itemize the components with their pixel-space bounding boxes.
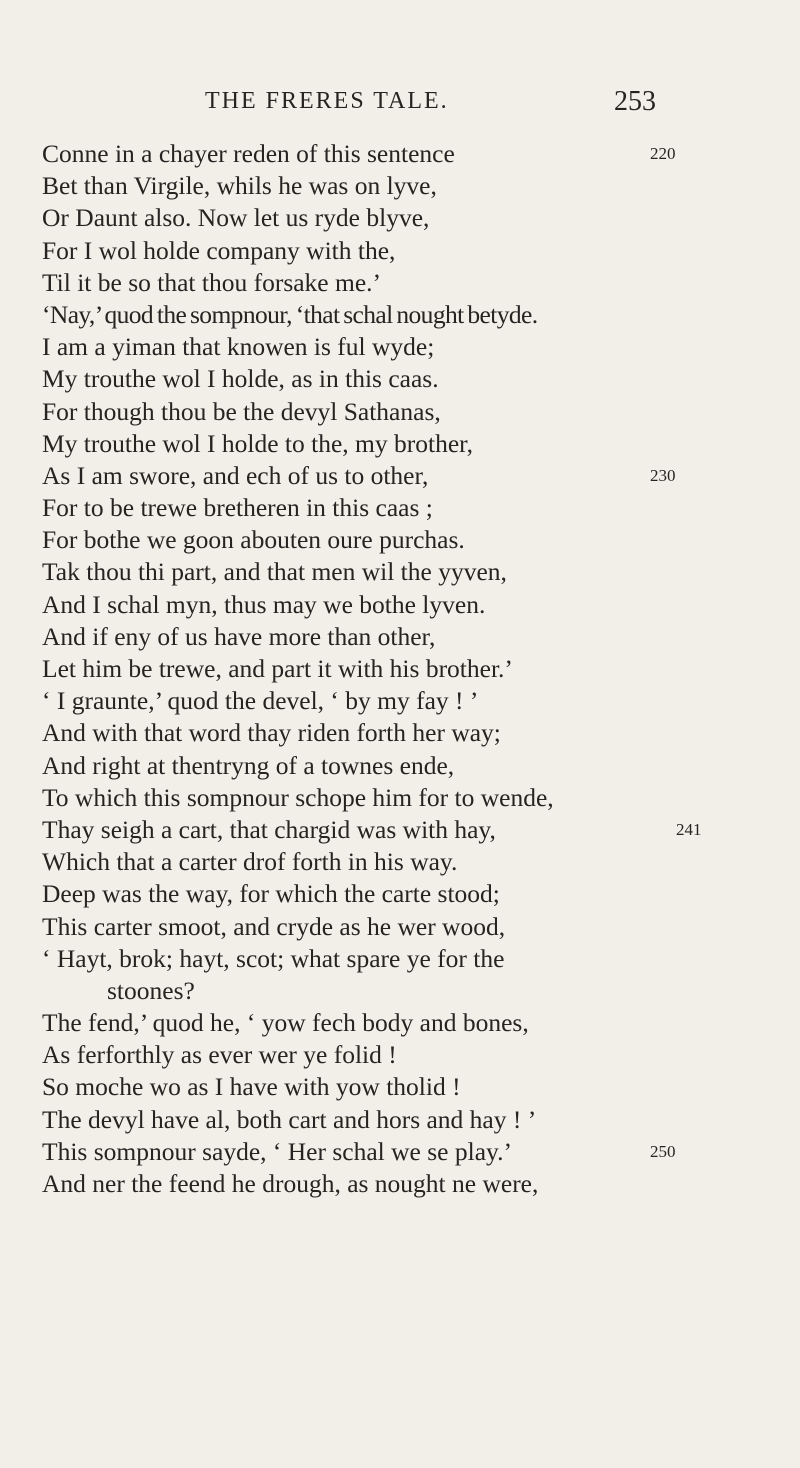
verse-line: [42, 460, 722, 492]
verse-line: [42, 363, 722, 395]
verse-line-continuation: [42, 975, 722, 1007]
verse-line: [42, 299, 722, 331]
verse-text: Deep was the way, for which the carte stood;: [42, 879, 500, 909]
verse-line: [42, 235, 722, 267]
verse-text: This sompnour sayde, ‘ Her schal we se play.’: [42, 1136, 512, 1166]
verse-text: And ner the feend he drough, as nought ne were,: [42, 1169, 539, 1198]
verse-line: [42, 492, 722, 524]
verse-line: [42, 331, 722, 363]
verse-line: [42, 170, 722, 202]
verse-text: And I schal myn, thus may we bothe lyven.: [42, 589, 486, 619]
verse-block: [42, 138, 722, 1200]
verse-line: [42, 202, 722, 234]
verse-line: [42, 846, 722, 878]
running-title: THE FRERES TALE.: [205, 88, 449, 114]
verse-text: As ferforthly as ever wer ye folid !: [42, 1040, 397, 1070]
verse-text: The devyl have al, both cart and hors and hay ! ’: [42, 1104, 537, 1134]
verse-line: [42, 621, 722, 653]
line-number: 250: [650, 1141, 676, 1161]
verse-text: I am a yiman that knowen is ful wyde;: [42, 332, 435, 362]
verse-line: [42, 1136, 722, 1168]
verse-line: [42, 524, 722, 556]
verse-text: For though thou be the devyl Sathanas,: [42, 396, 441, 426]
verse-text: And if eny of us have more than other,: [42, 621, 436, 651]
verse-text: For to be trewe bretheren in this caas ;: [42, 493, 433, 523]
verse-line: [42, 1071, 722, 1103]
verse-line: [42, 911, 722, 943]
verse-line: [42, 943, 722, 975]
verse-text: And right at thentryng of a townes ende,: [42, 750, 455, 780]
verse-text: The fend,’ quod he, ‘ yow fech body and bones,: [42, 1008, 529, 1038]
verse-line: [42, 653, 722, 685]
verse-text: Tak thou thi part, and that men wil the yyven,: [42, 557, 507, 587]
verse-line: [42, 717, 722, 749]
verse-text: To which this sompnour schope him for to wende,: [42, 782, 554, 812]
verse-text: This carter smoot, and cryde as he wer wood,: [42, 911, 506, 941]
verse-line: [42, 138, 722, 170]
verse-text: My trouthe wol I holde to the, my brother,: [42, 428, 473, 458]
verse-text: Til it be so that thou forsake me.’: [42, 267, 382, 297]
verse-line: [42, 814, 722, 846]
verse-text: And with that word thay riden forth her way;: [42, 718, 501, 748]
verse-text: My trouthe wol I holde, as in this caas.: [42, 364, 439, 394]
verse-line: [42, 878, 722, 910]
verse-line: [42, 1007, 722, 1039]
verse-line: [42, 396, 722, 428]
page-number: 253: [614, 86, 656, 117]
line-number: 220: [650, 144, 676, 163]
verse-text: ‘Nay,’ quod the sompnour, ‘that schal nought betyde.: [42, 299, 538, 329]
verse-text: Or Daunt also. Now let us ryde blyve,: [42, 203, 430, 233]
verse-line: [42, 685, 722, 717]
verse-text: stoones?: [107, 975, 195, 1005]
verse-text: Which that a carter drof forth in his way.: [42, 847, 458, 877]
verse-text: Bet than Virgile, whils he was on lyve,: [42, 171, 437, 201]
verse-line: [42, 750, 722, 782]
verse-text: For I wol holde company with the,: [42, 235, 396, 265]
verse-line: [42, 1039, 722, 1071]
verse-text: So moche wo as I have with yow tholid !: [42, 1072, 461, 1102]
verse-line: [42, 589, 722, 621]
line-number: 230: [650, 465, 676, 485]
verse-text: Thay seigh a cart, that chargid was with hay,: [42, 814, 496, 844]
verse-text: For bothe we goon abouten oure purchas.: [42, 525, 465, 555]
verse-line: [42, 1168, 722, 1200]
verse-text: Let him be trewe, and part it with his brother.’: [42, 654, 513, 683]
verse-line: [42, 267, 722, 299]
verse-text: Conne in a chayer reden of this sentence: [42, 139, 455, 168]
verse-line: [42, 556, 722, 588]
line-number: 241: [676, 819, 702, 839]
verse-line: [42, 1104, 722, 1136]
verse-line: [42, 428, 722, 460]
verse-text: ‘ I graunte,’ quod the devel, ‘ by my fay ! ’: [42, 686, 479, 716]
verse-text: As I am swore, and ech of us to other,: [42, 460, 429, 490]
verse-text: ‘ Hayt, brok; hayt, scot; what spare ye for the: [42, 943, 505, 973]
verse-line: [42, 782, 722, 814]
